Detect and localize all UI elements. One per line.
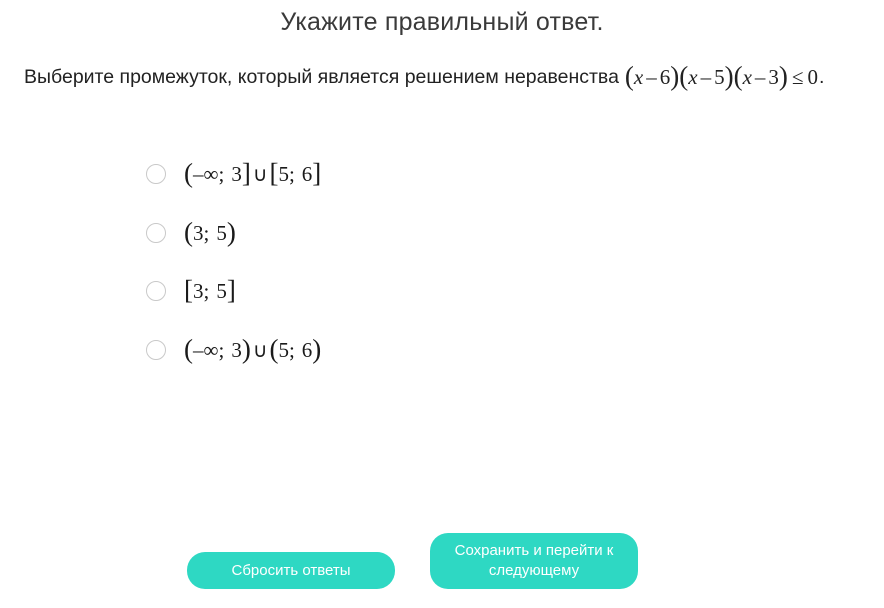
question	[24, 61, 884, 91]
interval-start: –∞;	[193, 337, 225, 362]
interval-bracket: [	[269, 157, 279, 188]
formula-close-paren: )	[724, 61, 734, 91]
interval-bracket: (	[184, 333, 193, 364]
answer-option-1[interactable]	[146, 156, 386, 192]
save-and-next-button[interactable]: Сохранить и перейти к следующему	[430, 533, 638, 589]
option-label	[184, 274, 236, 305]
formula-close-paren: )	[778, 61, 788, 91]
formula-open-paren: (	[733, 61, 743, 91]
interval-bracket: (	[184, 157, 193, 188]
interval-start: –∞;	[193, 161, 225, 186]
radio-button[interactable]	[146, 340, 166, 360]
option-label	[184, 157, 322, 188]
formula-number: 5	[714, 65, 725, 89]
union-symbol: ∪	[252, 163, 268, 186]
interval-end: 5	[216, 278, 227, 303]
radio-button[interactable]	[146, 223, 166, 243]
answer-option-2[interactable]	[146, 215, 386, 251]
reset-answers-button[interactable]: Сбросить ответы	[187, 552, 395, 589]
interval-bracket: )	[226, 216, 236, 247]
formula-variable: x	[742, 65, 752, 89]
answer-option-4[interactable]	[146, 332, 386, 368]
union-symbol: ∪	[252, 339, 268, 362]
formula-open-paren: (	[679, 61, 689, 91]
interval-start: 5;	[278, 161, 295, 186]
interval-bracket: )	[241, 333, 251, 364]
interval-bracket: (	[269, 333, 279, 364]
interval-bracket: ]	[241, 157, 251, 188]
formula-rhs: 0	[807, 65, 818, 89]
formula-operator: –	[700, 65, 712, 89]
formula-variable: x	[688, 65, 698, 89]
interval-end: 5	[216, 220, 227, 245]
formula-number: 3	[768, 65, 779, 89]
radio-button[interactable]	[146, 281, 166, 301]
answer-option-3[interactable]	[146, 273, 386, 309]
formula-operator: –	[646, 65, 657, 89]
inequality-formula	[624, 61, 818, 91]
interval-end: 3	[231, 161, 242, 186]
interval-start: 3;	[193, 278, 210, 303]
option-label	[184, 333, 322, 364]
formula-relation: ≤	[791, 65, 804, 89]
interval-bracket: )	[312, 333, 322, 364]
formula-close-paren: )	[670, 61, 680, 91]
interval-end: 3	[231, 337, 242, 362]
formula-number: 6	[659, 65, 671, 89]
question-text: Выберите промежуток, который является решением неравенства	[24, 66, 619, 88]
interval-start: 3;	[193, 220, 210, 245]
interval-bracket: ]	[312, 157, 322, 188]
radio-button[interactable]	[146, 164, 166, 184]
page-title: Укажите правильный ответ.	[280, 8, 604, 36]
interval-end: 6	[301, 337, 313, 362]
formula-operator: –	[754, 65, 766, 89]
formula-open-paren: (	[624, 61, 634, 91]
interval-start: 5;	[278, 337, 295, 362]
interval-bracket: ]	[226, 274, 236, 305]
interval-end: 6	[301, 161, 313, 186]
question-end: .	[818, 66, 825, 88]
interval-bracket: (	[184, 216, 193, 247]
interval-bracket: [	[184, 274, 193, 305]
formula-variable: x	[633, 65, 644, 89]
option-label	[184, 216, 236, 247]
